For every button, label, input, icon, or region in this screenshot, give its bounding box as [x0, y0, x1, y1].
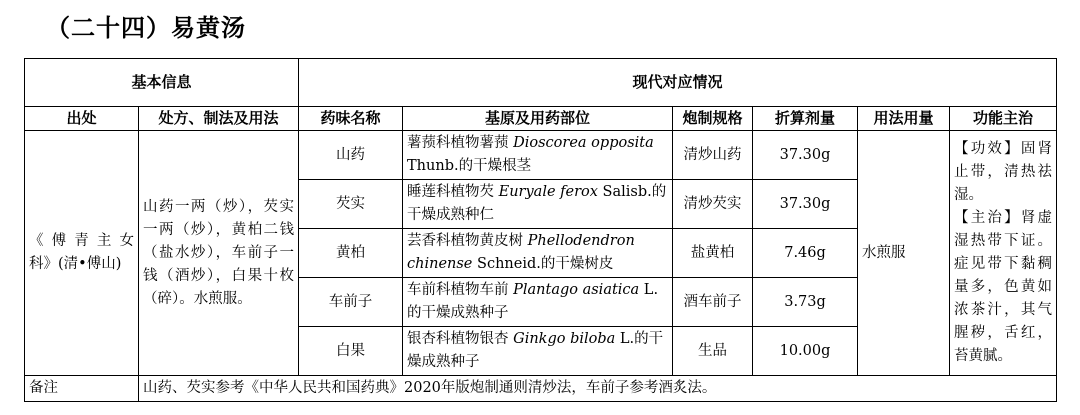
herb-origin: 车前科植物车前 Plantago asiatica L.的干燥成熟种子: [403, 278, 673, 327]
herb-processing: 清炒山药: [673, 131, 753, 180]
herb-processing: 生品: [673, 327, 753, 376]
col-header-usage: 用法用量: [858, 106, 950, 131]
herb-dose: 37.30g: [753, 131, 858, 180]
herb-origin: 睡莲科植物芡 Euryale ferox Salisb.的干燥成熟种仁: [403, 180, 673, 229]
prescription-cell: 山药一两（炒），芡实一两（炒），黄柏二钱（盐水炒），车前子一钱（酒炒），白果十枚（碎）。水煎服。: [139, 131, 299, 376]
herb-origin: 薯蓣科植物薯蓣 Dioscorea opposita Thunb.的干燥根茎: [403, 131, 673, 180]
prescription-table: [24, 58, 1057, 402]
herb-dose: 10.00g: [753, 327, 858, 376]
source-line-2: 科》(清•傅山): [29, 256, 122, 273]
col-header-function: 功能主治: [950, 106, 1057, 131]
source-line-1: 《傅青主女: [29, 233, 134, 250]
herb-processing: 盐黄柏: [673, 229, 753, 278]
herb-name: 车前子: [299, 278, 403, 327]
indication-tag: 【主治】: [954, 210, 1021, 227]
source-cell: [25, 131, 139, 376]
note-text: 山药、芡实参考《中华人民共和国药典》2020年版炮制通则清炒法，车前子参考酒炙法。: [139, 376, 1057, 402]
herb-dose: 37.30g: [753, 180, 858, 229]
col-header-processing: 炮制规格: [673, 106, 753, 131]
herb-processing: 酒车前子: [673, 278, 753, 327]
herb-name: 白果: [299, 327, 403, 376]
herb-dose: 3.73g: [753, 278, 858, 327]
usage-cell: 水煎服: [858, 131, 950, 376]
group-header-modern: 现代对应情况: [299, 59, 1057, 107]
group-header-basic: 基本信息: [25, 59, 299, 107]
table-row: [25, 131, 1057, 180]
herb-name: 芡实: [299, 180, 403, 229]
note-row: [25, 376, 1057, 402]
efficacy-text: 固肾止带，清热祛湿。: [954, 141, 1053, 204]
note-label: 备注: [25, 376, 139, 402]
col-header-herb-name: 药味名称: [299, 106, 403, 131]
herb-name: 山药: [299, 131, 403, 180]
indication-text: 肾虚湿热带下证。症见带下黏稠量多，色黄如浓茶汁，其气腥秽，舌红，苔黄腻。: [954, 210, 1053, 365]
page-title: （二十四）易黄汤: [46, 14, 246, 42]
col-header-prescription: 处方、制法及用法: [139, 106, 299, 131]
herb-processing: 清炒芡实: [673, 180, 753, 229]
col-header-origin: 基原及用药部位: [403, 106, 673, 131]
function-cell: [950, 131, 1057, 376]
herb-dose: 7.46g: [753, 229, 858, 278]
herb-origin: 银杏科植物银杏 Ginkgo biloba L.的干燥成熟种子: [403, 327, 673, 376]
col-header-dose: 折算剂量: [753, 106, 858, 131]
herb-origin: 芸香科植物黄皮树 Phellodendron chinense Schneid.的干燥树皮: [403, 229, 673, 278]
efficacy-tag: 【功效】: [954, 141, 1021, 158]
col-header-source: 出处: [25, 106, 139, 131]
herb-name: 黄柏: [299, 229, 403, 278]
